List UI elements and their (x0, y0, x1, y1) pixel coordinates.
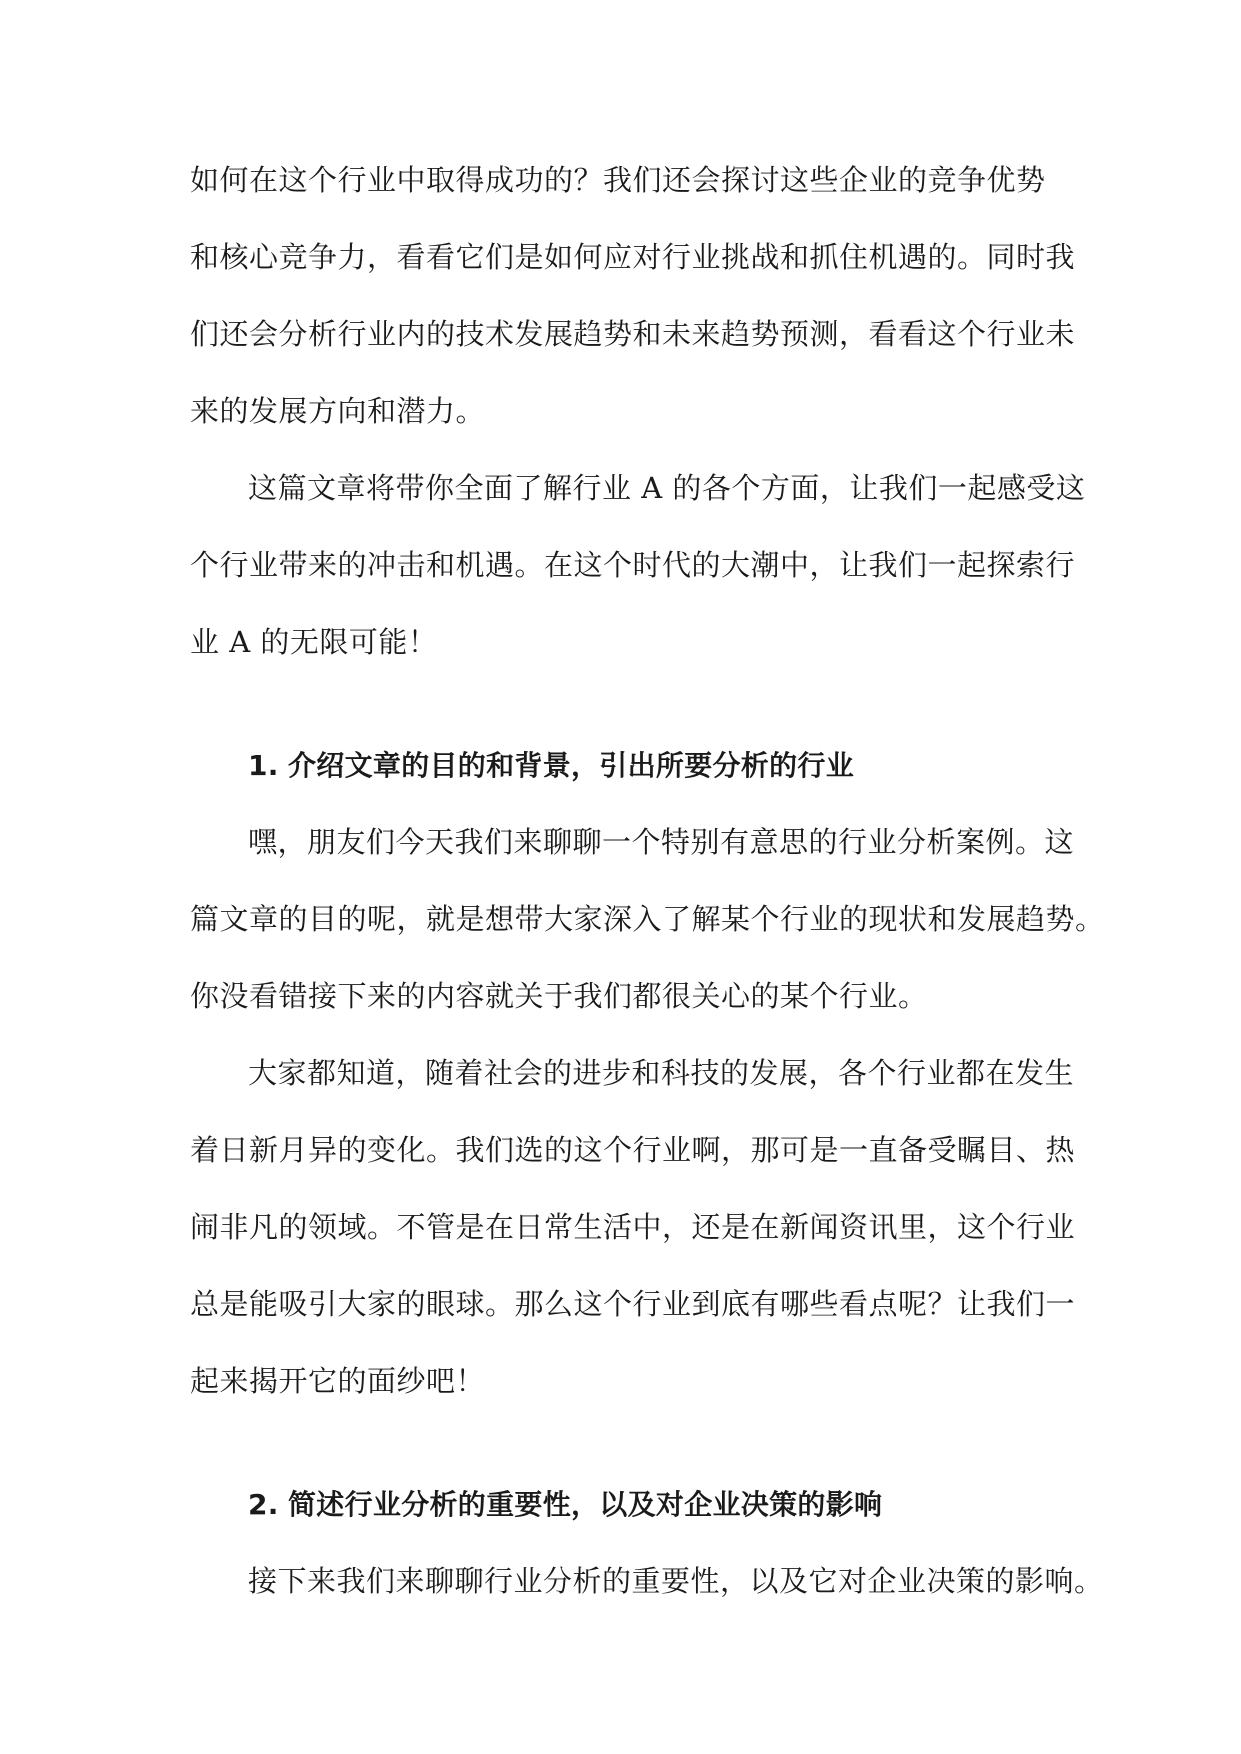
paragraph (190, 804, 1105, 1035)
section-title: 介绍文章的目的和背景，引出所要分析的行业 (288, 749, 855, 782)
document-body (190, 142, 1105, 1620)
text-line: 总是能吸引大家的眼球。那么这个行业到底有哪些看点呢？让我们一 (190, 1287, 1076, 1321)
section-number: 1. (248, 749, 279, 782)
text-line: 们还会分析行业内的技术发展趋势和未来趋势预测，看看这个行业未 (190, 317, 1076, 351)
text-line: 接下来我们来聊聊行业分析的重要性，以及它对企业决策的影响。 (248, 1564, 1104, 1598)
section-title: 简述行业分析的重要性，以及对企业决策的影响 (288, 1488, 883, 1521)
text-line: 来的发展方向和潜力。 (190, 394, 486, 428)
text-line: 如何在这个行业中取得成功的？我们还会探讨这些企业的竞争优势 (190, 163, 1046, 197)
text-line: 大家都知道，随着社会的进步和科技的发展，各个行业都在发生 (248, 1056, 1075, 1090)
text-line: 你没看错接下来的内容就关于我们都很关心的某个行业。 (190, 979, 928, 1013)
paragraph (190, 450, 1086, 681)
section-number: 2. (248, 1488, 279, 1521)
text-line: 闹非凡的领域。不管是在日常生活中，还是在新闻资讯里，这个行业 (190, 1210, 1076, 1244)
text-line: 起来揭开它的面纱吧！ (190, 1364, 486, 1398)
text-line: 这篇文章将带你全面了解行业 A 的各个方面，让我们一起感受这 (248, 471, 1086, 505)
text-line: 业 A 的无限可能！ (190, 625, 438, 659)
text-line: 个行业带来的冲击和机遇。在这个时代的大潮中，让我们一起探索行 (190, 548, 1076, 582)
text-line: 和核心竞争力，看看它们是如何应对行业挑战和抓住机遇的。同时我 (190, 240, 1076, 274)
paragraph (190, 1035, 1076, 1420)
text-line: 嘿，朋友们今天我们来聊聊一个特别有意思的行业分析案例。这 (248, 825, 1075, 859)
section-spacer (190, 681, 1060, 727)
paragraph (190, 142, 1076, 450)
section-heading-1 (190, 727, 1060, 804)
section-heading-2 (190, 1466, 1060, 1543)
section-spacer (190, 1420, 1060, 1466)
paragraph (190, 1543, 1104, 1620)
text-line: 着日新月异的变化。我们选的这个行业啊，那可是一直备受瞩目、热 (190, 1133, 1076, 1167)
text-line: 篇文章的目的呢，就是想带大家深入了解某个行业的现状和发展趋势。 (190, 902, 1105, 936)
